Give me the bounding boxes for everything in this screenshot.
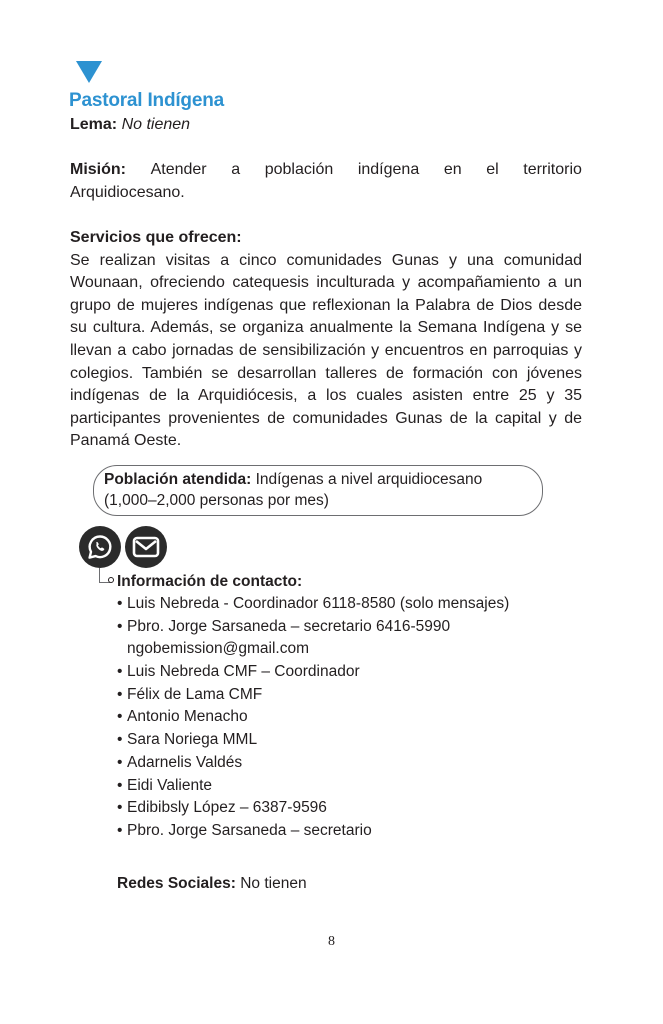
bullet: • (117, 731, 123, 749)
bullet: • (117, 776, 123, 794)
bullet: • (117, 685, 123, 703)
poblacion-box (93, 465, 543, 516)
mision-word: Atender (150, 161, 207, 179)
email-icon[interactable] (125, 526, 167, 568)
contact-text: Sara Noriega MML (127, 731, 258, 749)
servicios-label: Servicios que ofrecen: (70, 228, 242, 246)
bullet: • (117, 617, 123, 635)
lema-row (70, 114, 582, 137)
contact-item (117, 684, 663, 707)
poblacion-label: Población atendida: (104, 470, 252, 488)
email-link[interactable]: ngobemission@gmail.com (127, 640, 310, 658)
contact-text: Luis Nebreda CMF – Coordinador (127, 663, 360, 681)
contact-title: Información de contacto: (117, 572, 303, 590)
contact-header (117, 571, 663, 593)
contact-text: Luis Nebreda - Coordinador 6118-8580 (solo mensajes) (127, 594, 510, 612)
redes-row (117, 873, 663, 895)
contact-item (117, 775, 663, 798)
bullet: • (117, 799, 123, 817)
contact-item (117, 797, 663, 820)
bullet: • (117, 821, 123, 839)
contact-item (117, 706, 663, 729)
poblacion-text-2: (1,000–2,000 personas por mes) (104, 492, 329, 510)
triangle-down-icon (76, 61, 102, 83)
lema-label: Lema: (70, 116, 118, 133)
mision-word: territorio (523, 161, 582, 179)
bullet: • (117, 753, 123, 771)
bullet: • (117, 708, 123, 726)
contact-email[interactable] (117, 638, 663, 661)
contact-item (117, 616, 663, 639)
contact-item (117, 820, 663, 843)
contact-text: Eidi Valiente (127, 776, 213, 794)
bullet: • (117, 594, 123, 612)
contact-text: Félix de Lama CMF (127, 685, 263, 703)
bullet: • (117, 663, 123, 681)
mision-word: población (264, 161, 334, 179)
contact-text: Antonio Menacho (127, 708, 248, 726)
contact-list (117, 593, 663, 843)
mision-text-2: Arquidiocesano. (70, 183, 185, 201)
contact-item (117, 752, 663, 775)
contact-text: Pbro. Jorge Sarsaneda – secretario (127, 821, 372, 839)
redes-value: No tienen (240, 874, 307, 892)
contact-item (117, 593, 663, 616)
servicios-text: Se realizan visitas a cinco comunidades Gunas y una comunidad Wounaan, ofreciendo catequesis inculturada y acompañamiento a un grupo de mujeres indígenas que reflexionan la Palabra de Dios desde su cultura. Además, se organiza anualmente la Semana Indígena y se llevan a cabo jornadas de sensibilización y encuentros en parroquias y colegios. También se desarrollan talleres de formación con jóvenes indígenas de la Arquidiócesis, a los cuales asisten entre 25 y 35 participantes provenientes de comunidades Gunas de la capital y de Panamá Oeste. (70, 251, 582, 450)
mision-word: en (443, 161, 462, 179)
section-title: Pastoral Indígena (69, 90, 224, 111)
contact-text: Pbro. Jorge Sarsaneda – secretario 6416-5990 (127, 617, 451, 635)
redes-label: Redes Sociales: (117, 874, 236, 892)
mision-line-1 (70, 159, 582, 182)
contact-text: Adarnelis Valdés (127, 753, 243, 771)
mision-word: indígena (357, 161, 420, 179)
mision-label: Misión: (70, 161, 126, 179)
contact-item (117, 661, 663, 684)
whatsapp-icon[interactable] (79, 526, 121, 568)
page-number: 8 (328, 933, 335, 949)
mision-word: el (486, 161, 499, 179)
lema-value: No tienen (121, 116, 191, 133)
ring-bullet-icon (108, 577, 114, 583)
poblacion-text-1: Indígenas a nivel arquidiocesano (255, 470, 483, 488)
contact-text: Edibibsly López – 6387-9596 (127, 799, 327, 817)
contact-item (117, 729, 663, 752)
contact-icons (79, 526, 663, 568)
mision-word: a (231, 161, 241, 179)
